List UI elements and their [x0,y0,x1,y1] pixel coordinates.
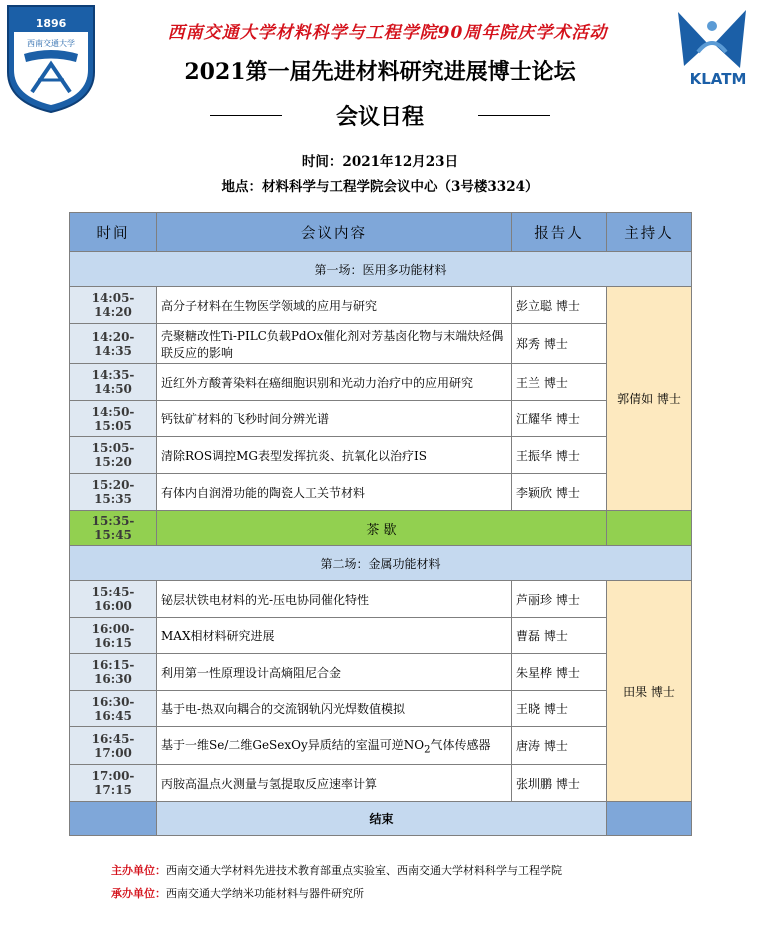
session-row [70,252,692,287]
row-speaker: 李颖欣 博士 [512,474,607,511]
row-time: 15:20-15:35 [70,474,157,511]
table-row [70,654,692,691]
divider-right [478,115,550,116]
logo-university-name: 西南交通大学 [27,39,75,48]
table-row [70,691,692,727]
subtitle-block [200,98,560,134]
table-row [70,364,692,401]
table-row [70,324,692,364]
logo-year: 1896 [35,17,67,30]
organizer-text: 西南交通大学纳米功能材料与器件研究所 [166,887,364,900]
host-label: 主办单位： [111,864,166,877]
row-speaker: 张圳鹏 博士 [512,765,607,802]
row-topic: 铋层状铁电材料的光-压电协同催化特性 [157,581,512,618]
session-title: 第二场：金属功能材料 [70,546,692,581]
row-topic: 高分子材料在生物医学领域的应用与研究 [157,287,512,324]
row-speaker: 唐涛 博士 [512,727,607,765]
session-chair: 郭倩如 博士 [607,287,692,511]
row-topic: MAX相材料研究进展 [157,618,512,654]
row-speaker: 郑秀 博士 [512,324,607,364]
table-row [70,401,692,437]
header-time: 时间 [70,213,157,252]
university-logo [2,2,100,114]
host-line [111,862,562,878]
row-time: 14:05-14:20 [70,287,157,324]
row-time: 14:50-15:05 [70,401,157,437]
end-row [70,802,692,836]
end-label: 结束 [157,802,607,836]
row-time: 15:45-16:00 [70,581,157,618]
end-empty-left [70,802,157,836]
table-row [70,618,692,654]
row-time: 14:20-14:35 [70,324,157,364]
end-empty-right [607,802,692,836]
row-topic: 清除ROS调控MG表型发挥抗炎、抗氧化以治疗IS [157,437,512,474]
row-topic: 壳聚糖改性Ti-PILC负载PdOx催化剂对芳基卤化物与末端炔烃偶联反应的影响 [157,324,512,364]
table-row [70,727,692,765]
row-time: 16:30-16:45 [70,691,157,727]
table-row [70,581,692,618]
row-time: 16:15-16:30 [70,654,157,691]
row-time: 14:35-14:50 [70,364,157,401]
session-chair: 田果 博士 [607,581,692,802]
row-speaker: 彭立聪 博士 [512,287,607,324]
topic-prefix: 基于一维Se/二维GeSexOy异质结的室温可逆NO [161,737,425,752]
event-place: 地点：材料科学与工程学院会议中心（3号楼3324） [221,179,539,195]
row-speaker: 曹磊 博士 [512,618,607,654]
row-time: 15:05-15:20 [70,437,157,474]
header-speaker: 报告人 [512,213,607,252]
event-time: 时间：2021年12月23日 [301,154,459,170]
organizer-label: 承办单位： [111,887,166,900]
row-topic: 利用第一性原理设计高熵阻尼合金 [157,654,512,691]
table-row [70,765,692,802]
row-time: 16:45-17:00 [70,727,157,765]
break-label: 茶 歇 [157,511,607,546]
schedule-table [69,212,692,836]
session-row [70,546,692,581]
row-time: 17:00-17:15 [70,765,157,802]
row-topic [157,727,512,765]
row-speaker: 王晓 博士 [512,691,607,727]
row-topic: 有体内自润滑功能的陶瓷人工关节材料 [157,474,512,511]
table-row [70,474,692,511]
row-speaker: 芦丽珍 博士 [512,581,607,618]
page-title: 2021第一届先进材料研究进展博士论坛 [184,59,576,85]
row-speaker: 王兰 博士 [512,364,607,401]
row-time: 16:00-16:15 [70,618,157,654]
row-topic: 丙胺高温点火测量与氢提取反应速率计算 [157,765,512,802]
header-content: 会议内容 [157,213,512,252]
row-topic: 近红外方酸菁染料在癌细胞识别和光动力治疗中的应用研究 [157,364,512,401]
row-topic: 基于电-热双向耦合的交流钢轨闪光焊数值模拟 [157,691,512,727]
break-time: 15:35-15:45 [70,511,157,546]
break-empty [607,511,692,546]
row-topic: 钙钛矿材料的飞秒时间分辨光谱 [157,401,512,437]
row-speaker: 江耀华 博士 [512,401,607,437]
header-chair: 主持人 [607,213,692,252]
row-speaker: 王振华 博士 [512,437,607,474]
row-speaker: 朱星桦 博士 [512,654,607,691]
page-subtitle: 会议日程 [335,104,424,130]
event-banner: 西南交通大学材料科学与工程学院90周年院庆学术活动 [167,23,608,43]
host-text: 西南交通大学材料先进技术教育部重点实验室、西南交通大学材料科学与工程学院 [166,864,562,877]
topic-suffix: 气体传感器 [430,737,491,752]
table-row [70,287,692,324]
table-header-row [70,213,692,252]
session-title: 第一场：医用多功能材料 [70,252,692,287]
table-row [70,437,692,474]
break-row [70,511,692,546]
topic-subscript: 2 [424,744,431,756]
klatm-logo-text: KLATM [689,70,747,88]
organizer-line [111,885,364,901]
